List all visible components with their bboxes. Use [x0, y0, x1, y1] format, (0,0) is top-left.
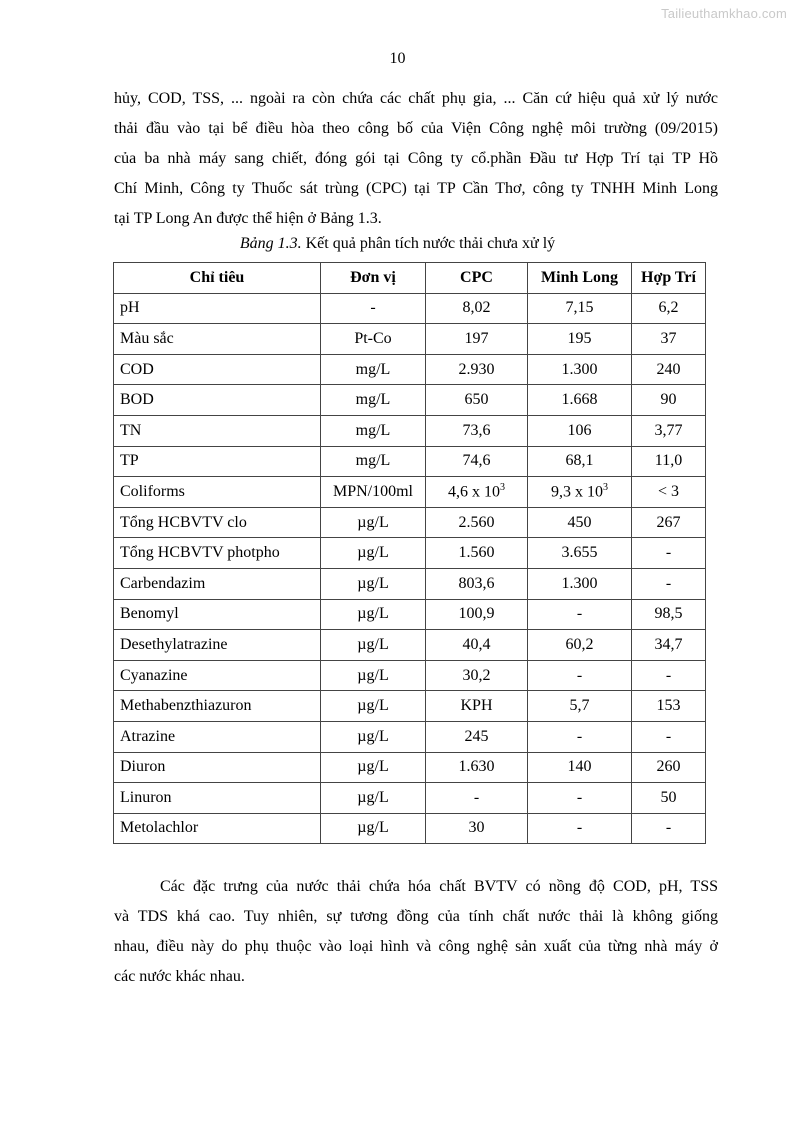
hop-tri-cell — [632, 293, 706, 324]
indicator-cell — [114, 446, 321, 477]
table-header-row — [114, 263, 706, 294]
table-row — [114, 721, 706, 752]
cell-text: pH — [120, 299, 140, 317]
cell-text: 650 — [464, 391, 489, 409]
minh-long-cell — [528, 507, 632, 538]
table-row — [114, 446, 706, 477]
cell-text: 37 — [660, 329, 677, 347]
indicator-cell — [114, 477, 321, 508]
hop-tri-cell — [632, 783, 706, 814]
cell-text: < 3 — [657, 482, 680, 500]
hop-tri-cell — [632, 721, 706, 752]
hop-tri-cell — [632, 415, 706, 446]
cell-text: 9,3 x 10 — [551, 483, 603, 501]
unit-cell — [321, 415, 426, 446]
cell-text: Metolachlor — [120, 819, 199, 837]
minh-long-cell — [528, 354, 632, 385]
unit-cell — [321, 324, 426, 355]
unit-cell — [321, 538, 426, 569]
cell-text: 73,6 — [462, 421, 491, 439]
hop-tri-cell — [632, 477, 706, 508]
cell-text: 2.560 — [458, 513, 495, 531]
minh-long-cell — [528, 660, 632, 691]
cell-text: Màu sắc — [120, 329, 174, 347]
cell-text: 30,2 — [462, 666, 491, 684]
hop-tri-cell — [632, 599, 706, 630]
cell-text: - — [665, 544, 672, 562]
watermark: Tailieuthamkhao.com — [661, 6, 787, 21]
cell-text: - — [576, 819, 583, 837]
minh-long-cell — [528, 691, 632, 722]
cell-text: 106 — [567, 421, 592, 439]
minh-long-cell — [528, 293, 632, 324]
cell-text: 74,6 — [462, 452, 491, 470]
cell-text: µg/L — [357, 605, 389, 623]
table-row — [114, 477, 706, 508]
cpc-cell — [426, 813, 528, 844]
paragraph-line: tại TP Long An được thể hiện ở Bảng 1.3. — [114, 210, 382, 227]
header-hop-tri: Hợp Trí — [632, 263, 706, 294]
cell-text: COD — [120, 360, 154, 378]
hop-tri-cell — [632, 660, 706, 691]
minh-long-cell — [528, 813, 632, 844]
cell-text: Tổng HCBVTV photpho — [120, 544, 280, 562]
cpc-cell — [426, 599, 528, 630]
cell-text: TP — [120, 452, 139, 470]
minh-long-cell — [528, 783, 632, 814]
cell-text: 50 — [660, 788, 677, 806]
hop-tri-cell — [632, 691, 706, 722]
indicator-cell — [114, 691, 321, 722]
indicator-cell — [114, 660, 321, 691]
header-unit: Đơn vị — [321, 263, 426, 294]
cpc-cell — [426, 721, 528, 752]
table-row — [114, 385, 706, 416]
cell-text: Coliforms — [120, 482, 185, 500]
cpc-cell — [426, 477, 528, 508]
hop-tri-cell — [632, 630, 706, 661]
cell-text: TN — [120, 421, 142, 439]
paragraph-line: thải đầu vào tại bể điều hòa theo công bố của Viện Công nghệ môi trường (09/2015) — [114, 120, 718, 137]
hop-tri-cell — [632, 354, 706, 385]
cell-text: mg/L — [355, 421, 391, 439]
cell-text: 6,2 — [658, 299, 679, 317]
cell-text: µg/L — [357, 635, 389, 653]
minh-long-cell — [528, 477, 632, 508]
cell-text: - — [576, 788, 583, 806]
indicator-cell — [114, 538, 321, 569]
indicator-cell — [114, 324, 321, 355]
cell-text: Atrazine — [120, 727, 176, 745]
cell-text: µg/L — [357, 758, 389, 776]
cpc-cell — [426, 415, 528, 446]
indicator-cell — [114, 568, 321, 599]
cell-text: µg/L — [357, 574, 389, 592]
cell-text: 3,77 — [654, 421, 683, 439]
cell-text: MPN/100ml — [332, 482, 413, 500]
hop-tri-cell — [632, 385, 706, 416]
cell-text: - — [665, 574, 672, 592]
table-row — [114, 752, 706, 783]
table-row — [114, 538, 706, 569]
cell-text: 30 — [468, 819, 485, 837]
cpc-cell — [426, 293, 528, 324]
cell-text: 60,2 — [565, 635, 594, 653]
indicator-cell — [114, 813, 321, 844]
unit-cell — [321, 630, 426, 661]
paragraph-line: Chí Minh, Công ty Thuốc sát trùng (CPC) tại TP Cần Thơ, công ty TNHH Minh Long — [114, 180, 718, 197]
cell-text: mg/L — [355, 391, 391, 409]
minh-long-cell — [528, 630, 632, 661]
unit-cell — [321, 660, 426, 691]
cell-text: - — [665, 666, 672, 684]
cell-text: Tổng HCBVTV clo — [120, 513, 247, 531]
table-row — [114, 324, 706, 355]
indicator-cell — [114, 630, 321, 661]
header-minh-long: Minh Long — [528, 263, 632, 294]
cell-text: 34,7 — [654, 635, 683, 653]
cpc-cell — [426, 783, 528, 814]
paragraph-line: và TDS khá cao. Tuy nhiên, sự tương đồng của tính chất nước thải là không giống — [114, 908, 718, 925]
header-cpc: CPC — [426, 263, 528, 294]
cell-text: Diuron — [120, 758, 166, 776]
cpc-cell — [426, 660, 528, 691]
cell-text: 240 — [656, 360, 681, 378]
cpc-cell — [426, 507, 528, 538]
cell-text: - — [665, 819, 672, 837]
paragraph-line: của ba nhà máy sang chiết, đóng gói tại Công ty cổ.phần Đầu tư Hợp Trí tại TP Hồ — [114, 150, 718, 167]
cell-text: 260 — [656, 758, 681, 776]
cell-text: BOD — [120, 391, 154, 409]
table-row — [114, 660, 706, 691]
minh-long-cell — [528, 568, 632, 599]
table-row — [114, 568, 706, 599]
cell-text: 98,5 — [654, 605, 683, 623]
cell-text: µg/L — [357, 727, 389, 745]
cell-text: 197 — [464, 329, 489, 347]
table-caption-label: Bảng 1.3. — [239, 235, 302, 252]
page-number: 10 — [389, 50, 406, 67]
hop-tri-cell — [632, 752, 706, 783]
cell-text: Cyanazine — [120, 666, 188, 684]
indicator-cell — [114, 385, 321, 416]
cell-text: 140 — [567, 758, 592, 776]
cell-text: 90 — [660, 391, 677, 409]
cell-text: 4,6 x 10 — [448, 483, 500, 501]
hop-tri-cell — [632, 324, 706, 355]
unit-cell — [321, 354, 426, 385]
minh-long-cell — [528, 446, 632, 477]
minh-long-cell — [528, 385, 632, 416]
hop-tri-cell — [632, 446, 706, 477]
cell-text: 1.300 — [561, 360, 598, 378]
table-caption-text: Kết quả phân tích nước thải chưa xử lý — [301, 235, 556, 252]
cell-text: 245 — [464, 727, 489, 745]
indicator-cell — [114, 721, 321, 752]
cpc-cell — [426, 752, 528, 783]
cell-text: 5,7 — [569, 697, 590, 715]
cell-text: 3.655 — [561, 544, 598, 562]
header-indicator: Chỉ tiêu — [114, 263, 321, 294]
cell-text: 2.930 — [458, 360, 495, 378]
table-caption — [0, 235, 795, 253]
minh-long-cell — [528, 324, 632, 355]
cell-text: 450 — [567, 513, 592, 531]
indicator-cell — [114, 783, 321, 814]
cell-text: 267 — [656, 513, 681, 531]
cell-text: 1.300 — [561, 574, 598, 592]
minh-long-cell — [528, 599, 632, 630]
cell-text: µg/L — [357, 544, 389, 562]
unit-cell — [321, 691, 426, 722]
unit-cell — [321, 813, 426, 844]
cell-text: - — [370, 299, 376, 317]
intro-paragraph — [114, 84, 718, 234]
table-row — [114, 354, 706, 385]
cell-text: µg/L — [357, 697, 389, 715]
cell-text: Benomyl — [120, 605, 179, 623]
cpc-cell — [426, 354, 528, 385]
hop-tri-cell — [632, 568, 706, 599]
table-row — [114, 813, 706, 844]
cpc-cell — [426, 568, 528, 599]
unit-cell — [321, 293, 426, 324]
unit-cell — [321, 599, 426, 630]
results-table — [113, 262, 706, 844]
cell-text: 1.668 — [561, 391, 598, 409]
cell-text: 803,6 — [458, 574, 495, 592]
cpc-cell — [426, 691, 528, 722]
unit-cell — [321, 385, 426, 416]
cell-text: Methabenzthiazuron — [120, 697, 252, 715]
table-row — [114, 691, 706, 722]
paragraph-line: các nước khác nhau. — [114, 968, 245, 985]
table-row — [114, 415, 706, 446]
cell-text: 100,9 — [458, 605, 495, 623]
exponent: 3 — [603, 482, 608, 494]
indicator-cell — [114, 293, 321, 324]
cell-text: µg/L — [357, 819, 389, 837]
cell-text: Desethylatrazine — [120, 635, 228, 653]
cell-text: 68,1 — [565, 452, 594, 470]
table-row — [114, 630, 706, 661]
table-row — [114, 783, 706, 814]
indicator-cell — [114, 752, 321, 783]
cell-text: 1.560 — [458, 544, 495, 562]
minh-long-cell — [528, 721, 632, 752]
cell-text: 8,02 — [462, 299, 491, 317]
cell-text: - — [576, 727, 583, 745]
cpc-cell — [426, 446, 528, 477]
unit-cell — [321, 721, 426, 752]
exponent: 3 — [500, 482, 505, 494]
table-row — [114, 599, 706, 630]
unit-cell — [321, 507, 426, 538]
paragraph-line: Các đặc trưng của nước thải chứa hóa chất BVTV có nồng độ COD, pH, TSS — [160, 878, 718, 895]
cpc-cell — [426, 538, 528, 569]
unit-cell — [321, 477, 426, 508]
table-body — [114, 293, 706, 844]
cell-text: µg/L — [357, 513, 389, 531]
table-row — [114, 293, 706, 324]
cell-text: Linuron — [120, 788, 172, 806]
cpc-cell — [426, 324, 528, 355]
paragraph-line: nhau, điều này do phụ thuộc vào loại hình và công nghệ sản xuất của từng nhà máy ở — [114, 938, 718, 955]
cell-text: Carbendazim — [120, 574, 206, 592]
cell-text: mg/L — [355, 452, 391, 470]
cpc-cell — [426, 630, 528, 661]
unit-cell — [321, 783, 426, 814]
cell-text: 7,15 — [565, 299, 594, 317]
conclusion-paragraph — [114, 872, 718, 992]
paragraph-line: hủy, COD, TSS, ... ngoài ra còn chứa các chất phụ gia, ... Căn cứ hiệu quả xử lý nước — [114, 90, 718, 107]
cell-text: mg/L — [355, 360, 391, 378]
minh-long-cell — [528, 415, 632, 446]
minh-long-cell — [528, 752, 632, 783]
cell-text: - — [576, 666, 583, 684]
minh-long-cell — [528, 538, 632, 569]
indicator-cell — [114, 507, 321, 538]
unit-cell — [321, 568, 426, 599]
unit-cell — [321, 446, 426, 477]
cell-text: 40,4 — [462, 635, 491, 653]
cell-text: - — [665, 727, 672, 745]
cpc-cell — [426, 385, 528, 416]
cell-text: 195 — [567, 329, 592, 347]
indicator-cell — [114, 415, 321, 446]
cell-text: 153 — [656, 697, 681, 715]
hop-tri-cell — [632, 813, 706, 844]
unit-cell — [321, 752, 426, 783]
indicator-cell — [114, 354, 321, 385]
table-row — [114, 507, 706, 538]
indicator-cell — [114, 599, 321, 630]
cell-text: Pt-Co — [354, 329, 392, 347]
cell-text: - — [473, 788, 480, 806]
cell-text: µg/L — [357, 666, 389, 684]
cell-text: - — [576, 605, 583, 623]
cell-text: µg/L — [357, 788, 389, 806]
cell-text: KPH — [460, 697, 493, 715]
hop-tri-cell — [632, 538, 706, 569]
cell-text: 11,0 — [654, 452, 683, 470]
cell-text: 1.630 — [458, 758, 495, 776]
hop-tri-cell — [632, 507, 706, 538]
